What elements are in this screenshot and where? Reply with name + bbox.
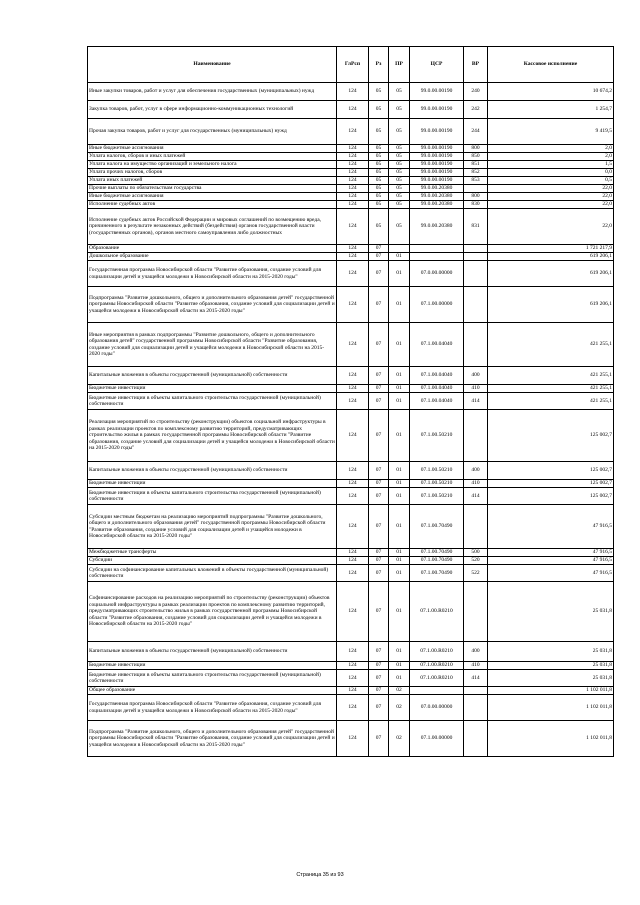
cell-csr	[410, 687, 464, 695]
cell-grs: 124	[337, 161, 369, 169]
cell-grs: 124	[337, 582, 369, 642]
cell-pr: 01	[389, 565, 410, 582]
cell-pr: 01	[389, 393, 410, 410]
table-row	[88, 185, 614, 193]
cell-pr: 02	[389, 695, 410, 721]
cell-pr: 01	[389, 670, 410, 687]
cell-csr: 07.1.00.R0210	[410, 670, 464, 687]
table-row	[88, 480, 614, 488]
cell-name: Бюджетные инвестиции	[88, 480, 337, 488]
cell-pr: 05	[389, 119, 410, 145]
cell-grs: 124	[337, 245, 369, 253]
column-header-grs: ГлРсп	[337, 47, 369, 83]
cell-vr	[464, 253, 488, 261]
cell-rz: 07	[369, 323, 389, 367]
cell-grs: 124	[337, 185, 369, 193]
cell-vr: 800	[464, 145, 488, 153]
column-header-pr: ПР	[389, 47, 410, 83]
cell-sum: 9 419,5	[488, 119, 614, 145]
cell-name: Капитальные вложения в объекты государственной (муниципальной) собственности	[88, 462, 337, 480]
cell-name: Подпрограмма "Развитие дошкольного, общего и дополнительного образования детей" государственной программы Новосибирской области "Развитие образования, создание условий для социализации детей и учащейся молодежи в Новосибирской области на 2015-2020 годы"	[88, 287, 337, 323]
cell-sum: 421 255,1	[488, 367, 614, 385]
cell-pr: 01	[389, 323, 410, 367]
cell-vr	[464, 687, 488, 695]
cell-csr: 07.1.00.04040	[410, 323, 464, 367]
table-row	[88, 462, 614, 480]
cell-vr	[464, 721, 488, 757]
table-row	[88, 209, 614, 245]
cell-sum: 125 002,7	[488, 410, 614, 462]
cell-vr: 242	[464, 101, 488, 119]
cell-name: Межбюджетные трансферты	[88, 549, 337, 557]
cell-rz: 07	[369, 287, 389, 323]
cell-grs: 124	[337, 177, 369, 185]
cell-pr: 01	[389, 557, 410, 565]
cell-pr: 05	[389, 177, 410, 185]
cell-sum: 25 031,8	[488, 662, 614, 670]
cell-sum: 0,5	[488, 177, 614, 185]
cell-pr: 01	[389, 488, 410, 505]
cell-name: Бюджетные инвестиции	[88, 662, 337, 670]
table-row	[88, 393, 614, 410]
cell-csr: 07.1.00.00000	[410, 721, 464, 757]
cell-sum: 125 002,7	[488, 480, 614, 488]
cell-name: Исполнение судебных актов	[88, 201, 337, 209]
cell-grs: 124	[337, 169, 369, 177]
cell-grs: 124	[337, 287, 369, 323]
cell-rz: 05	[369, 169, 389, 177]
cell-name: Бюджетные инвестиции в объекты капитального строительства государственной (муниципальной) собственности	[88, 488, 337, 505]
cell-vr: 830	[464, 201, 488, 209]
cell-sum: 25 031,8	[488, 582, 614, 642]
cell-grs: 124	[337, 670, 369, 687]
table-row	[88, 253, 614, 261]
cell-grs: 124	[337, 193, 369, 201]
cell-grs: 124	[337, 367, 369, 385]
cell-csr: 07.1.00.50210	[410, 488, 464, 505]
table-row	[88, 670, 614, 687]
cell-rz: 07	[369, 549, 389, 557]
table-row	[88, 193, 614, 201]
cell-rz: 05	[369, 101, 389, 119]
cell-sum: 1 102 011,8	[488, 721, 614, 757]
cell-sum: 125 002,7	[488, 462, 614, 480]
table-row	[88, 642, 614, 662]
cell-pr: 02	[389, 721, 410, 757]
cell-vr	[464, 245, 488, 253]
cell-vr	[464, 323, 488, 367]
table-row	[88, 549, 614, 557]
cell-grs: 124	[337, 385, 369, 393]
table-header	[88, 47, 614, 83]
table-row	[88, 385, 614, 393]
cell-csr: 99.0.00.00190	[410, 101, 464, 119]
cell-sum: 22,0	[488, 209, 614, 245]
cell-grs: 124	[337, 119, 369, 145]
cell-grs: 124	[337, 721, 369, 757]
cell-csr: 99.0.00.00190	[410, 161, 464, 169]
cell-sum: 619 206,1	[488, 253, 614, 261]
cell-pr: 01	[389, 367, 410, 385]
cell-sum: 47 916,5	[488, 565, 614, 582]
table-row	[88, 695, 614, 721]
cell-csr: 07.1.00.70490	[410, 557, 464, 565]
cell-vr: 410	[464, 662, 488, 670]
cell-name: Бюджетные инвестиции	[88, 385, 337, 393]
cell-csr: 07.1.00.00000	[410, 287, 464, 323]
cell-grs: 124	[337, 642, 369, 662]
cell-pr: 05	[389, 185, 410, 193]
cell-grs: 124	[337, 145, 369, 153]
cell-csr: 07.1.00.50210	[410, 480, 464, 488]
cell-csr: 99.0.00.20380	[410, 193, 464, 201]
cell-name: Бюджетные инвестиции в объекты капитального строительства государственной (муниципальной) собственности	[88, 393, 337, 410]
table-row	[88, 582, 614, 642]
cell-rz: 07	[369, 695, 389, 721]
cell-grs: 124	[337, 209, 369, 245]
table-body	[88, 83, 614, 757]
cell-rz: 07	[369, 582, 389, 642]
cell-vr: 414	[464, 393, 488, 410]
cell-name: Прочая закупка товаров, работ и услуг для государственных (муниципальных) нужд	[88, 119, 337, 145]
cell-rz: 07	[369, 253, 389, 261]
cell-rz: 07	[369, 642, 389, 662]
cell-sum: 22,0	[488, 185, 614, 193]
table-row	[88, 245, 614, 253]
cell-name: Уплата налогов, сборов и иных платежей	[88, 153, 337, 161]
cell-sum: 421 255,1	[488, 393, 614, 410]
cell-sum: 22,0	[488, 193, 614, 201]
cell-pr: 05	[389, 153, 410, 161]
table-row	[88, 83, 614, 101]
table-row	[88, 557, 614, 565]
cell-vr: 853	[464, 177, 488, 185]
cell-name: Иные мероприятия в рамках подпрограммы "Развитие дошкольного, общего и дополнительного образования детей" государственной программы Новосибирской области "Развитие образования, создание условий для социализации детей и учащейся молодежи в Новосибирской области на 2015-2020 годы"	[88, 323, 337, 367]
cell-vr: 240	[464, 83, 488, 101]
cell-pr: 01	[389, 642, 410, 662]
cell-csr: 99.0.00.00190	[410, 119, 464, 145]
cell-sum: 1 254,7	[488, 101, 614, 119]
cell-rz: 07	[369, 721, 389, 757]
cell-rz: 07	[369, 385, 389, 393]
cell-sum: 619 206,1	[488, 261, 614, 287]
cell-csr: 99.0.00.00190	[410, 83, 464, 101]
cell-rz: 05	[369, 193, 389, 201]
cell-name: Иные закупки товаров, работ и услуг для обеспечения государственных (муниципальных) нужд	[88, 83, 337, 101]
cell-pr: 01	[389, 253, 410, 261]
cell-sum: 25 031,8	[488, 670, 614, 687]
cell-name: Субсидии на софинансирование капитальных вложений в объекты государственной (муниципальной) собственности	[88, 565, 337, 582]
table-row	[88, 169, 614, 177]
cell-vr: 244	[464, 119, 488, 145]
cell-sum: 10 674,2	[488, 83, 614, 101]
cell-pr: 01	[389, 662, 410, 670]
cell-rz: 07	[369, 505, 389, 549]
cell-rz: 07	[369, 393, 389, 410]
cell-csr: 07.1.00.04040	[410, 385, 464, 393]
cell-rz: 07	[369, 557, 389, 565]
cell-name: Уплата налога на имущество организаций и земельного налога	[88, 161, 337, 169]
cell-vr: 400	[464, 367, 488, 385]
cell-vr	[464, 287, 488, 323]
cell-name: Капитальные вложения в объекты государственной (муниципальной) собственности	[88, 367, 337, 385]
cell-name: Капитальные вложения в объекты государственной (муниципальной) собственности	[88, 642, 337, 662]
cell-csr	[410, 245, 464, 253]
cell-pr: 01	[389, 410, 410, 462]
cell-vr: 851	[464, 161, 488, 169]
cell-name: Иные бюджетные ассигнования	[88, 145, 337, 153]
cell-name: Иные бюджетные ассигнования	[88, 193, 337, 201]
cell-csr: 07.1.00.R0210	[410, 642, 464, 662]
cell-vr: 400	[464, 462, 488, 480]
cell-grs: 124	[337, 201, 369, 209]
cell-name: Субсидии местным бюджетам на реализацию мероприятий подпрограммы "Развитие дошкольного, общего и дополнительного образования детей" государственной программы Новосибирской области "Развитие образования, создание условий для социализации детей и учащейся молодежи в Новосибирской области на 2015-2020 годы"	[88, 505, 337, 549]
cell-vr	[464, 261, 488, 287]
cell-pr: 05	[389, 145, 410, 153]
cell-grs: 124	[337, 505, 369, 549]
cell-csr: 07.1.00.04040	[410, 393, 464, 410]
cell-rz: 05	[369, 161, 389, 169]
cell-vr: 850	[464, 153, 488, 161]
cell-csr: 07.1.00.50210	[410, 462, 464, 480]
cell-sum: 2,0	[488, 153, 614, 161]
cell-pr	[389, 245, 410, 253]
table-row	[88, 565, 614, 582]
cell-name: Бюджетные инвестиции в объекты капитального строительства государственной (муниципальной) собственности	[88, 670, 337, 687]
cell-sum: 47 916,5	[488, 505, 614, 549]
cell-pr: 01	[389, 582, 410, 642]
cell-vr	[464, 505, 488, 549]
cell-vr: 410	[464, 480, 488, 488]
cell-rz: 05	[369, 209, 389, 245]
cell-pr: 01	[389, 287, 410, 323]
table-row	[88, 145, 614, 153]
cell-name: Прочие выплаты по обязательствам государства	[88, 185, 337, 193]
budget-execution-table	[87, 46, 614, 757]
cell-sum: 22,0	[488, 201, 614, 209]
cell-grs: 124	[337, 393, 369, 410]
header-row	[88, 47, 614, 83]
cell-grs: 124	[337, 410, 369, 462]
cell-vr: 522	[464, 565, 488, 582]
cell-sum: 125 002,7	[488, 488, 614, 505]
cell-pr: 01	[389, 549, 410, 557]
cell-pr: 05	[389, 193, 410, 201]
cell-pr: 01	[389, 261, 410, 287]
cell-csr	[410, 253, 464, 261]
cell-name: Государственная программа Новосибирской области "Развитие образования, создание условий для социализации детей и учащейся молодежи в Новосибирской области на 2015-2020 годы"	[88, 261, 337, 287]
table-row	[88, 161, 614, 169]
column-header-vr: ВР	[464, 47, 488, 83]
cell-pr: 05	[389, 83, 410, 101]
cell-sum: 421 255,1	[488, 385, 614, 393]
cell-name: Государственная программа Новосибирской области "Развитие образования, создание условий для социализации детей и учащейся молодежи в Новосибирской области на 2015-2020 годы"	[88, 695, 337, 721]
cell-sum: 1 721 217,9	[488, 245, 614, 253]
cell-vr	[464, 185, 488, 193]
cell-name: Уплата прочих налогов, сборов	[88, 169, 337, 177]
cell-grs: 124	[337, 565, 369, 582]
cell-grs: 124	[337, 261, 369, 287]
table-row	[88, 687, 614, 695]
column-header-name: Наименование	[88, 47, 337, 83]
cell-name: Образование	[88, 245, 337, 253]
cell-grs: 124	[337, 557, 369, 565]
cell-csr: 99.0.00.00190	[410, 177, 464, 185]
cell-csr: 07.1.00.70490	[410, 505, 464, 549]
cell-grs: 124	[337, 101, 369, 119]
cell-csr: 07.0.00.00000	[410, 261, 464, 287]
cell-pr: 05	[389, 209, 410, 245]
cell-sum: 421 255,1	[488, 323, 614, 367]
cell-grs: 124	[337, 323, 369, 367]
cell-rz: 07	[369, 480, 389, 488]
cell-sum: 1 102 011,8	[488, 695, 614, 721]
cell-name: Уплата иных платежей	[88, 177, 337, 185]
cell-rz: 07	[369, 488, 389, 505]
cell-sum: 47 916,5	[488, 557, 614, 565]
table-row	[88, 201, 614, 209]
table-row	[88, 410, 614, 462]
cell-vr: 852	[464, 169, 488, 177]
cell-name: Исполнение судебных актов Российской Федерации и мировых соглашений по возмещению вреда, причиненного в результате незаконных действий (бездействия) органов государственной власти (государственных органов), органов местного самоуправления либо должностных	[88, 209, 337, 245]
cell-rz: 07	[369, 670, 389, 687]
table-row	[88, 323, 614, 367]
table-row	[88, 488, 614, 505]
table-row	[88, 662, 614, 670]
cell-rz: 07	[369, 565, 389, 582]
cell-grs: 124	[337, 695, 369, 721]
cell-name: Закупка товаров, работ, услуг в сфере информационно-коммуникационных технологий	[88, 101, 337, 119]
table-row	[88, 287, 614, 323]
cell-rz: 05	[369, 201, 389, 209]
page-number: Страница 35 из 93	[296, 872, 344, 878]
cell-rz: 05	[369, 119, 389, 145]
table-row	[88, 367, 614, 385]
cell-rz: 07	[369, 245, 389, 253]
cell-csr: 99.0.00.00190	[410, 153, 464, 161]
cell-csr: 07.1.00.R0210	[410, 662, 464, 670]
cell-csr: 99.0.00.00190	[410, 145, 464, 153]
cell-pr: 01	[389, 385, 410, 393]
cell-rz: 05	[369, 83, 389, 101]
table-row	[88, 261, 614, 287]
cell-name: Реализация мероприятий по строительству (реконструкции) объектов социальной инфраструктуры в рамках реализации проектов по комплексному развитию территорий, предусматривающих строительство жилья в рамках государственной программы Новосибирской области "Развитие образования, создание условий для социализации детей и учащейся молодежи в Новосибирской области на 2015-2020 годы"	[88, 410, 337, 462]
cell-csr: 99.0.00.20380	[410, 185, 464, 193]
cell-vr: 500	[464, 549, 488, 557]
table-row	[88, 119, 614, 145]
cell-grs: 124	[337, 83, 369, 101]
cell-sum: 1,5	[488, 161, 614, 169]
cell-vr: 414	[464, 670, 488, 687]
cell-vr: 414	[464, 488, 488, 505]
cell-csr: 07.1.00.50210	[410, 410, 464, 462]
cell-grs: 124	[337, 253, 369, 261]
table-row	[88, 101, 614, 119]
cell-pr: 05	[389, 161, 410, 169]
cell-sum: 2,0	[488, 145, 614, 153]
column-header-rz: Рз	[369, 47, 389, 83]
cell-sum: 47 916,5	[488, 549, 614, 557]
cell-grs: 124	[337, 488, 369, 505]
cell-rz: 05	[369, 177, 389, 185]
cell-pr: 05	[389, 201, 410, 209]
cell-csr: 99.0.00.20380	[410, 201, 464, 209]
cell-vr	[464, 582, 488, 642]
cell-rz: 07	[369, 367, 389, 385]
cell-csr: 07.1.00.70490	[410, 549, 464, 557]
cell-csr: 07.1.00.04040	[410, 367, 464, 385]
cell-pr: 05	[389, 101, 410, 119]
table-row	[88, 177, 614, 185]
cell-csr: 99.0.00.00190	[410, 169, 464, 177]
cell-rz: 07	[369, 662, 389, 670]
cell-csr: 07.1.00.R0210	[410, 582, 464, 642]
cell-grs: 124	[337, 480, 369, 488]
cell-vr	[464, 695, 488, 721]
cell-grs: 124	[337, 462, 369, 480]
cell-rz: 05	[369, 153, 389, 161]
cell-name: Дошкольное образование	[88, 253, 337, 261]
cell-pr: 01	[389, 505, 410, 549]
cell-sum: 25 031,8	[488, 642, 614, 662]
cell-name: Общее образование	[88, 687, 337, 695]
cell-rz: 07	[369, 462, 389, 480]
cell-pr: 01	[389, 462, 410, 480]
cell-name: Подпрограмма "Развитие дошкольного, общего и дополнительного образования детей" государственной программы Новосибирской области "Развитие образования, создание условий для социализации детей и учащейся молодежи в Новосибирской области на 2015-2020 годы"	[88, 721, 337, 757]
cell-vr: 831	[464, 209, 488, 245]
table-row	[88, 721, 614, 757]
cell-name: Софинансирование расходов на реализацию мероприятий по строительству (реконструкции) объектов социальной инфраструктуры в рамках реализации проектов по комплексному развитию территорий, предусматривающих строительство жилья в рамках государственной программы Новосибирской области "Развитие образования, создание условий для социализации детей и учащейся молодежи в Новосибирской области на 2015-2020 годы"	[88, 582, 337, 642]
column-header-csr: ЦСР	[410, 47, 464, 83]
cell-sum: 619 206,1	[488, 287, 614, 323]
cell-grs: 124	[337, 662, 369, 670]
cell-grs: 124	[337, 549, 369, 557]
table-row	[88, 153, 614, 161]
cell-sum: 0,0	[488, 169, 614, 177]
cell-rz: 07	[369, 687, 389, 695]
cell-sum: 1 102 011,8	[488, 687, 614, 695]
table-row	[88, 505, 614, 549]
cell-rz: 05	[369, 185, 389, 193]
cell-grs: 124	[337, 687, 369, 695]
cell-pr: 01	[389, 480, 410, 488]
cell-pr: 05	[389, 169, 410, 177]
cell-vr	[464, 410, 488, 462]
cell-csr: 07.0.00.00000	[410, 695, 464, 721]
column-header-sum: Кассовое исполнение	[488, 47, 614, 83]
cell-vr: 400	[464, 642, 488, 662]
cell-vr: 800	[464, 193, 488, 201]
cell-csr: 99.0.00.20380	[410, 209, 464, 245]
cell-rz: 07	[369, 261, 389, 287]
cell-rz: 05	[369, 145, 389, 153]
cell-csr: 07.1.00.70490	[410, 565, 464, 582]
cell-pr: 02	[389, 687, 410, 695]
cell-rz: 07	[369, 410, 389, 462]
cell-name: Субсидии	[88, 557, 337, 565]
cell-grs: 124	[337, 153, 369, 161]
cell-vr: 520	[464, 557, 488, 565]
cell-vr: 410	[464, 385, 488, 393]
